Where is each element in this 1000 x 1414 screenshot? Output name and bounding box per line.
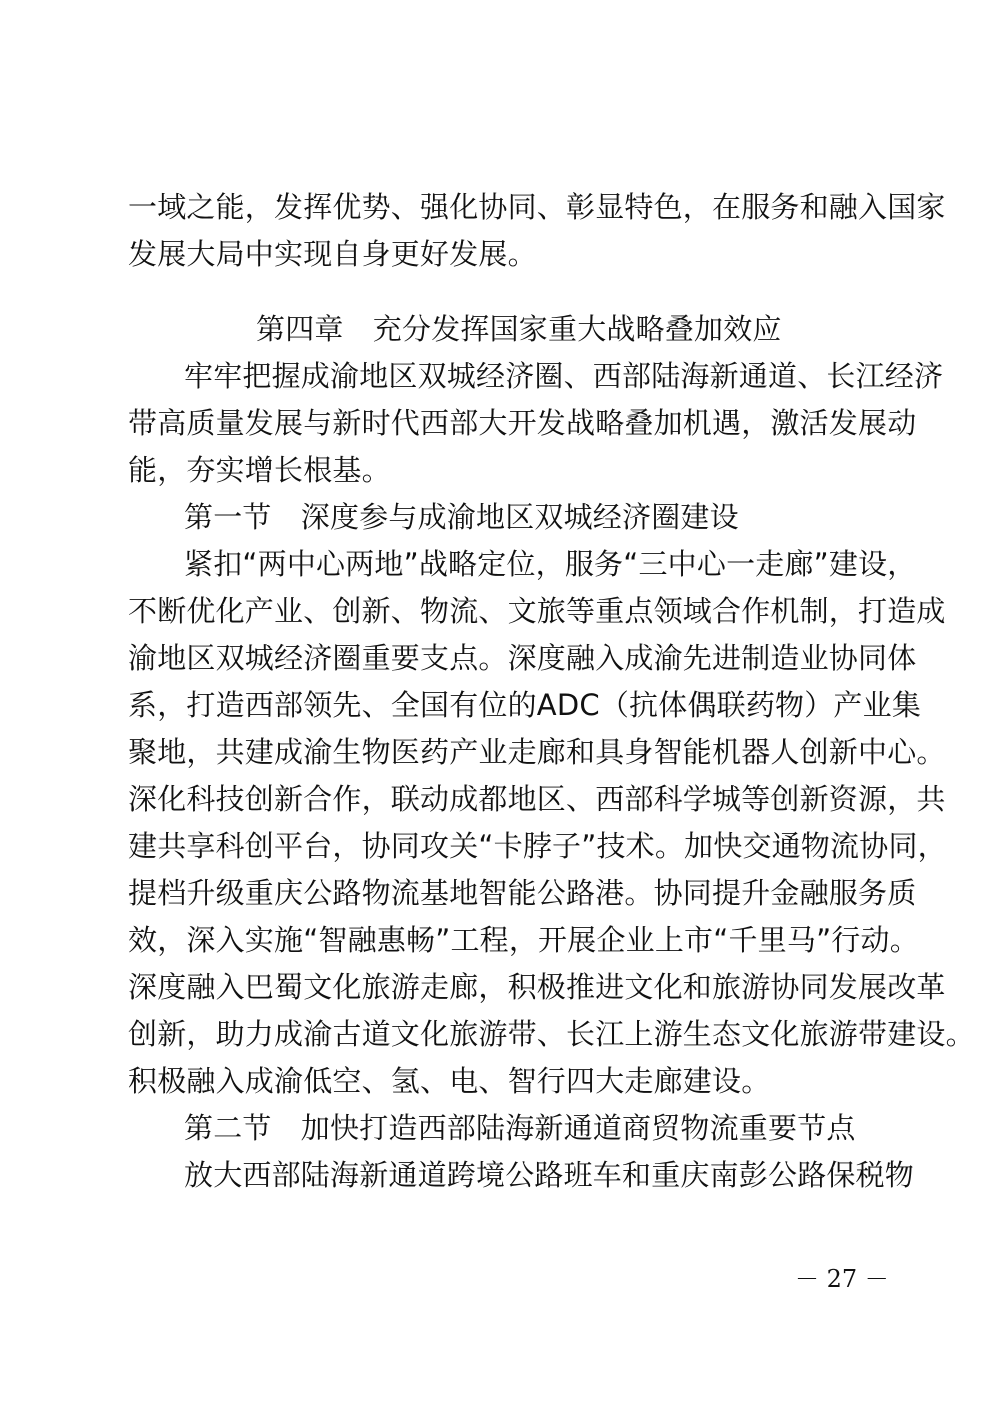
section-1-line-2: 不断优化产业、创新、物流、文旅等重点领域合作机制，打造成	[128, 594, 946, 628]
section-1-line-10: 深度融入巴蜀文化旅游走廊，积极推进文化和旅游协同发展改革	[128, 970, 946, 1004]
section-1-line-5: 聚地，共建成渝生物医药产业走廊和具身智能机器人创新中心。	[128, 735, 946, 769]
section-1-line-4: 系，打造西部领先、全国有位的ADC（抗体偶联药物）产业集	[128, 688, 922, 722]
section-1-line-6: 深化科技创新合作，联动成都地区、西部科学城等创新资源，共	[128, 782, 946, 816]
section-1-line-11: 创新，助力成渝古道文化旅游带、长江上游生态文化旅游带建设。	[128, 1017, 975, 1051]
page-number: － 27 －	[795, 1265, 889, 1293]
chapter-intro-line-3: 能，夯实增长根基。	[128, 453, 391, 487]
section-1-line-8: 提档升级重庆公路物流基地智能公路港。协同提升金融服务质	[128, 876, 917, 910]
section-1-line-12: 积极融入成渝低空、氢、电、智行四大走廊建设。	[128, 1064, 771, 1098]
section-2-line-1: 放大西部陆海新通道跨境公路班车和重庆南彭公路保税物	[184, 1158, 915, 1192]
chapter-intro-line-2: 带高质量发展与新时代西部大开发战略叠加机遇，激活发展动	[128, 406, 917, 440]
section-1-title: 第一节 深度参与成渝地区双城经济圈建设	[184, 500, 739, 534]
chapter-title: 第四章 充分发挥国家重大战略叠加效应	[256, 312, 782, 346]
chapter-intro-line-1: 牢牢把握成渝地区双城经济圈、西部陆海新通道、长江经济	[184, 359, 944, 393]
section-1-line-9: 效，深入实施“智融惠畅”工程，开展企业上市“千里马”行动。	[128, 923, 919, 957]
paragraph-1-line-2: 发展大局中实现自身更好发展。	[128, 237, 537, 271]
body-text	[128, 184, 975, 1199]
section-2-title: 第二节 加快打造西部陆海新通道商贸物流重要节点	[184, 1111, 856, 1145]
paragraph-1-line-1: 一域之能，发挥优势、强化协同、彰显特色，在服务和融入国家	[128, 190, 946, 224]
section-1-line-7: 建共享科创平台，协同攻关“卡脖子”技术。加快交通物流协同，	[128, 829, 947, 863]
section-1-line-1: 紧扣“两中心两地”战略定位，服务“三中心一走廊”建设，	[184, 547, 917, 581]
section-1-line-3: 渝地区双城经济圈重要支点。深度融入成渝先进制造业协同体	[128, 641, 917, 675]
